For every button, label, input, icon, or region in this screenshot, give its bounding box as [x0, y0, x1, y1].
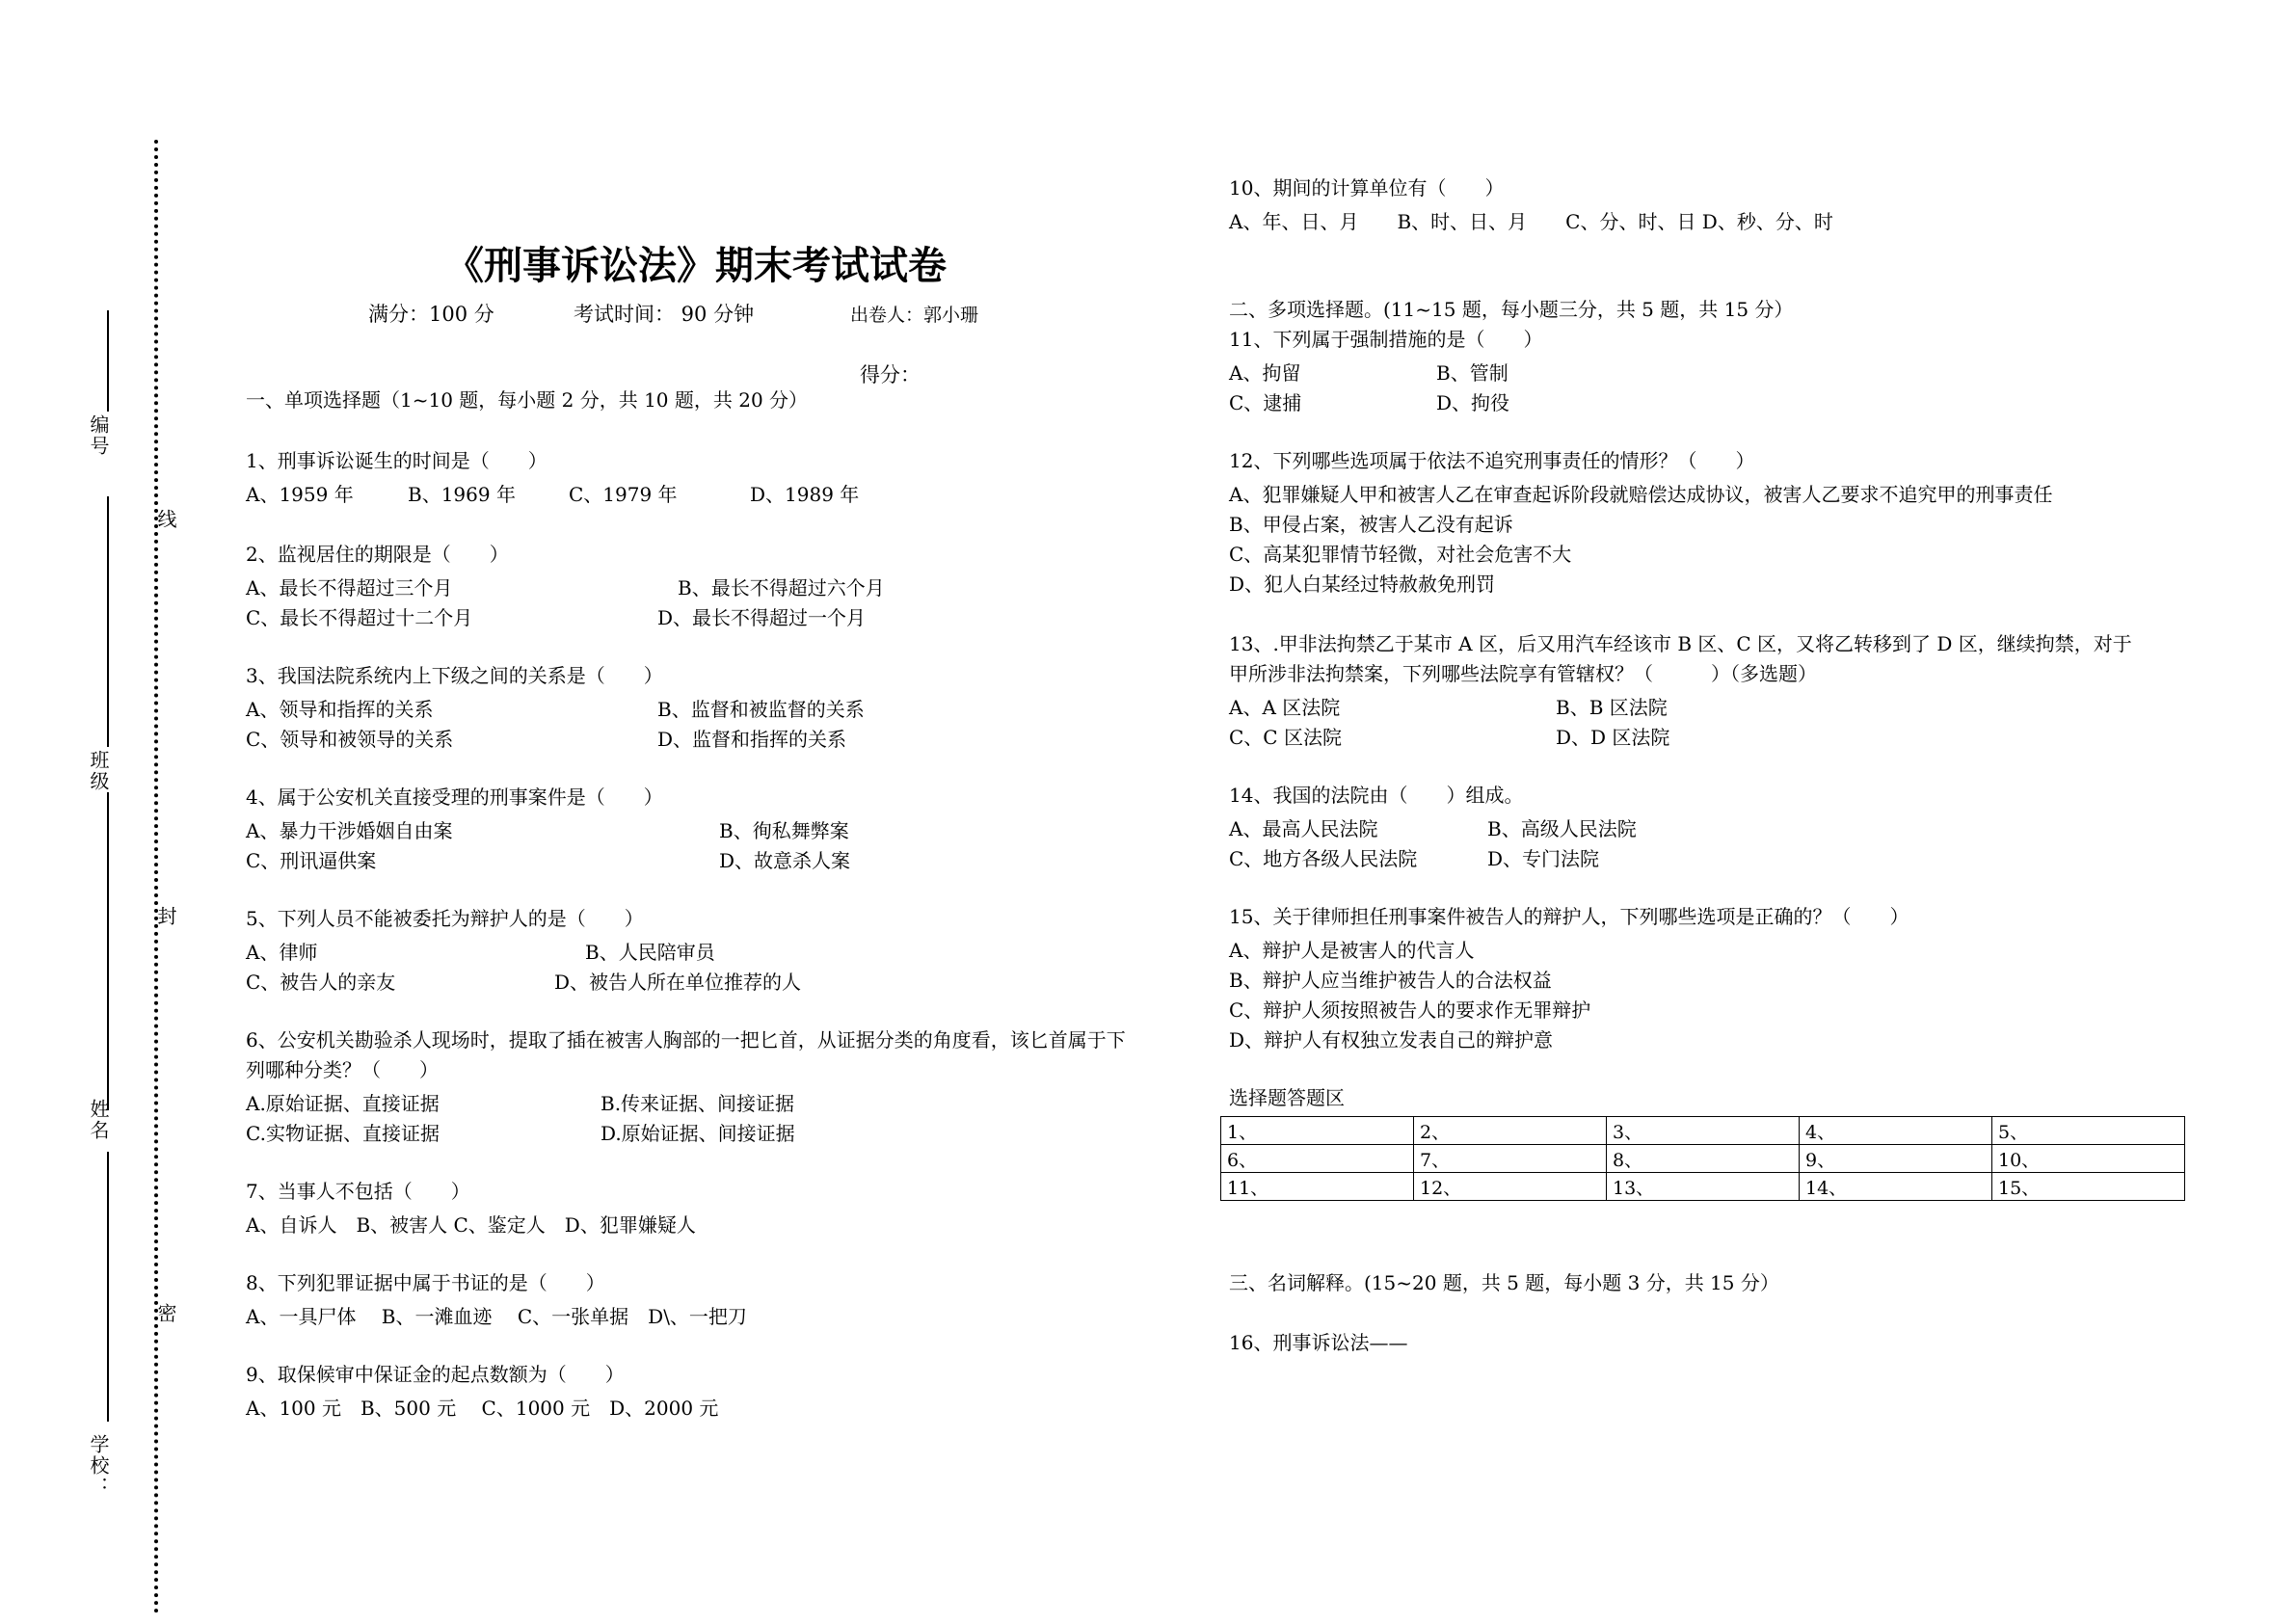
- q12-stem: 12、下列哪些选项属于依法不追究刑事责任的情形？（ ）: [1229, 449, 1755, 472]
- q11-option-d: D、拘役: [1436, 391, 1510, 414]
- section2-title: 二、多项选择题。(11~15 题，每小题三分，共 5 题，共 15 分）: [1229, 298, 1794, 321]
- q15-option-a: A、辩护人是被害人的代言人: [1229, 939, 1475, 962]
- full-score: 满分：100 分: [368, 303, 494, 326]
- q12-option-d: D、犯人白某经过特赦赦免刑罚: [1229, 572, 1496, 596]
- q16-text: 16、刑事诉讼法——: [1229, 1331, 1408, 1354]
- q14-stem: 14、我国的法院由（ ）组成。: [1229, 784, 1524, 807]
- q7-options: A、自诉人 B、被害人 C、鉴定人 D、犯罪嫌疑人: [246, 1213, 696, 1237]
- answer-cell[interactable]: 14、: [1800, 1173, 1992, 1201]
- q2-stem: 2、监视居住的期限是（ ）: [246, 543, 509, 566]
- q2-option-b: B、最长不得超过六个月: [678, 576, 885, 599]
- q3-option-a: A、领导和指挥的关系: [246, 698, 434, 721]
- q7-stem: 7、当事人不包括（ ）: [246, 1180, 470, 1203]
- q13-option-a: A、A 区法院: [1229, 696, 1341, 719]
- q15-option-d: D、辩护人有权独立发表自己的辩护意: [1229, 1028, 1554, 1052]
- q2-option-c: C、最长不得超过十二个月: [246, 606, 473, 629]
- answer-cell[interactable]: 7、: [1414, 1145, 1607, 1173]
- answer-area-title: 选择题答题区: [1229, 1086, 1345, 1109]
- q12-option-b: B、甲侵占案，被害人乙没有起诉: [1229, 513, 1513, 536]
- q8-options: A、一具尸体 B、一滩血迹 C、一张单据 D\、一把刀: [246, 1305, 747, 1328]
- q4-option-d: D、故意杀人案: [719, 849, 851, 872]
- q1-option-a: A、1959 年: [246, 483, 354, 506]
- q1-option-b: B、1969 年: [408, 483, 516, 506]
- q13-option-c: C、C 区法院: [1229, 726, 1342, 749]
- answer-cell[interactable]: 5、: [1992, 1117, 2185, 1145]
- q15-stem: 15、关于律师担任刑事案件被告人的辩护人，下列哪些选项是正确的？（ ）: [1229, 905, 1909, 928]
- q6-stem-line2: 列哪种分类？（ ）: [246, 1058, 439, 1081]
- q11-option-b: B、管制: [1436, 361, 1508, 385]
- q6-option-b: B.传来证据、间接证据: [601, 1092, 795, 1115]
- section1-title: 一、单项选择题（1~10 题，每小题 2 分，共 10 题，共 20 分）: [246, 388, 809, 412]
- answer-row: [1221, 1117, 2185, 1145]
- name-label: 姓名: [87, 1099, 110, 1141]
- q2-option-a: A、最长不得超过三个月: [246, 576, 453, 599]
- q12-option-c: C、高某犯罪情节轻微，对社会危害不大: [1229, 543, 1572, 566]
- section3-title: 三、名词解释。(15~20 题，共 5 题，每小题 3 分，共 15 分）: [1229, 1271, 1779, 1294]
- q5-option-d: D、被告人所在单位推荐的人: [554, 971, 802, 994]
- q2-option-d: D、最长不得超过一个月: [657, 606, 867, 629]
- q4-option-b: B、徇私舞弊案: [719, 819, 849, 842]
- class-write-line: [107, 496, 109, 747]
- name-write-line: [107, 1152, 109, 1422]
- q3-option-b: B、监督和被监督的关系: [657, 698, 865, 721]
- q14-option-c: C、地方各级人民法院: [1229, 847, 1418, 870]
- q9-stem: 9、取保候审中保证金的起点数额为（ ）: [246, 1363, 625, 1386]
- q5-option-b: B、人民陪审员: [585, 941, 715, 964]
- answer-cell[interactable]: 6、: [1221, 1145, 1414, 1173]
- q3-option-d: D、监督和指挥的关系: [657, 728, 847, 751]
- answer-cell[interactable]: 11、: [1221, 1173, 1414, 1201]
- answer-table: [1220, 1116, 2185, 1201]
- number-write-line: [107, 310, 109, 412]
- q6-stem-line1: 6、公安机关勘验杀人现场时，提取了插在被害人胸部的一把匕首，从证据分类的角度看，该匕首属于下: [246, 1028, 1126, 1052]
- answer-cell[interactable]: 15、: [1992, 1173, 2185, 1201]
- seal-close-char: 密: [154, 1303, 177, 1324]
- exam-time: 考试时间： 90 分钟: [574, 303, 755, 326]
- q6-option-a: A.原始证据、直接证据: [246, 1092, 440, 1115]
- q15-option-c: C、辩护人须按照被告人的要求作无罪辩护: [1229, 998, 1591, 1022]
- q12-option-a: A、犯罪嫌疑人甲和被害人乙在审查起诉阶段就赔偿达成协议，被害人乙要求不追究甲的刑事责任: [1229, 483, 2053, 506]
- q11-option-c: C、逮捕: [1229, 391, 1302, 414]
- seal-line-char: 线: [154, 509, 177, 530]
- answer-cell[interactable]: 1、: [1221, 1117, 1414, 1145]
- q1-option-d: D、1989 年: [750, 483, 860, 506]
- answer-row: [1221, 1173, 2185, 1201]
- q14-option-d: D、专门法院: [1487, 847, 1600, 870]
- q14-option-a: A、最高人民法院: [1229, 817, 1378, 840]
- q1-stem: 1、刑事诉讼诞生的时间是（ ）: [246, 449, 547, 472]
- q6-option-c: C.实物证据、直接证据: [246, 1122, 440, 1145]
- answer-cell[interactable]: 9、: [1800, 1145, 1992, 1173]
- q8-stem: 8、下列犯罪证据中属于书证的是（ ）: [246, 1271, 605, 1294]
- class-write-line-lower: [107, 792, 109, 1110]
- q13-stem-line2: 甲所涉非法拘禁案，下列哪些法院享有管辖权？（ ）（多选题）: [1229, 662, 1817, 685]
- q9-options: A、100 元 B、500 元 C、1000 元 D、2000 元: [246, 1397, 719, 1420]
- q5-option-a: A、律师: [246, 941, 318, 964]
- q3-stem: 3、我国法院系统内上下级之间的关系是（ ）: [246, 664, 663, 687]
- q14-option-b: B、高级人民法院: [1487, 817, 1637, 840]
- answer-cell[interactable]: 12、: [1414, 1173, 1607, 1201]
- binding-dotted-line: [154, 140, 158, 1614]
- answer-cell[interactable]: 4、: [1800, 1117, 1992, 1145]
- q6-option-d: D.原始证据、间接证据: [601, 1122, 795, 1145]
- seal-seal-char: 封: [154, 906, 177, 927]
- q4-option-a: A、暴力干涉婚姻自由案: [246, 819, 453, 842]
- answer-row: [1221, 1145, 2185, 1173]
- answer-cell[interactable]: 8、: [1607, 1145, 1800, 1173]
- class-label: 班级: [87, 750, 110, 792]
- q1-option-c: C、1979 年: [569, 483, 678, 506]
- q13-option-d: D、D 区法院: [1556, 726, 1670, 749]
- q3-option-c: C、领导和被领导的关系: [246, 728, 454, 751]
- author: 出卷人：郭小珊: [850, 305, 979, 326]
- answer-cell[interactable]: 13、: [1607, 1173, 1800, 1201]
- score-label: 得分：: [860, 363, 921, 386]
- number-label: 编号: [87, 414, 110, 457]
- answer-cell[interactable]: 3、: [1607, 1117, 1800, 1145]
- answer-cell[interactable]: 2、: [1414, 1117, 1607, 1145]
- q5-stem: 5、下列人员不能被委托为辩护人的是（ ）: [246, 907, 644, 930]
- school-label: 学校：: [87, 1434, 110, 1498]
- q13-stem-line1: 13、.甲非法拘禁乙于某市 A 区，后又用汽车经该市 B 区、C 区，又将乙转移到了 D 区，继续拘禁，对于: [1229, 632, 2132, 655]
- q4-option-c: C、刑讯逼供案: [246, 849, 377, 872]
- q13-option-b: B、B 区法院: [1556, 696, 1668, 719]
- q11-option-a: A、拘留: [1229, 361, 1301, 385]
- q15-option-b: B、辩护人应当维护被告人的合法权益: [1229, 969, 1552, 992]
- q10-stem: 10、期间的计算单位有（ ）: [1229, 176, 1505, 200]
- page-title: 《刑事诉讼法》期末考试试卷: [445, 243, 947, 288]
- q11-stem: 11、下列属于强制措施的是（ ）: [1229, 328, 1543, 351]
- answer-cell[interactable]: 10、: [1992, 1145, 2185, 1173]
- q5-option-c: C、被告人的亲友: [246, 971, 396, 994]
- q4-stem: 4、属于公安机关直接受理的刑事案件是（ ）: [246, 785, 663, 809]
- q10-options: A、年、日、月 B、时、日、月 C、分、时、日 D、秒、分、时: [1229, 210, 1833, 233]
